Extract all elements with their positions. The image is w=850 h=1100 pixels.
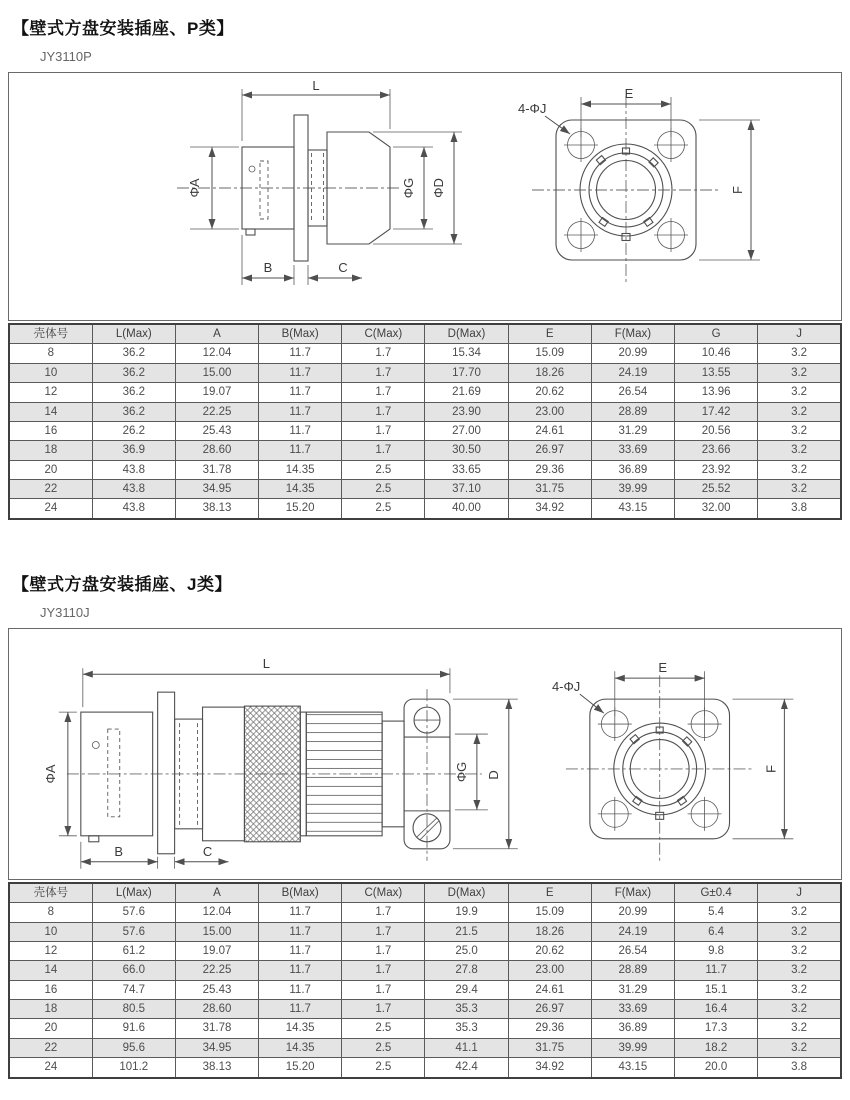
table-cell: 3.2 [758, 980, 841, 999]
table-cell: 28.60 [175, 1000, 258, 1019]
table-cell: 101.2 [92, 1058, 175, 1078]
table-cell: 37.10 [425, 480, 508, 499]
table-row [9, 344, 841, 363]
table-cell: 39.99 [591, 1038, 674, 1057]
table-cell: 23.92 [675, 460, 758, 479]
table-cell: 17.70 [425, 363, 508, 382]
side-view-drawing [11, 629, 530, 879]
column-header: A [175, 883, 258, 903]
table-cell: 20.62 [508, 383, 591, 402]
table-row [9, 961, 841, 980]
table-row [9, 922, 841, 941]
dimensions-table-p [8, 323, 842, 520]
table-cell: 11.7 [259, 441, 342, 460]
front-view-drawing [496, 73, 826, 320]
table-cell: 28.89 [591, 961, 674, 980]
column-header: B(Max) [259, 324, 342, 344]
table-cell: 2.5 [342, 480, 425, 499]
table-cell: 3.2 [758, 363, 841, 382]
table-cell: 31.29 [591, 980, 674, 999]
table-cell: 12.04 [175, 344, 258, 363]
table-cell: 31.75 [508, 1038, 591, 1057]
table-cell: 11.7 [259, 903, 342, 922]
table-row [9, 941, 841, 960]
table-cell: 23.00 [508, 961, 591, 980]
table-cell: 74.7 [92, 980, 175, 999]
column-header: J [758, 324, 841, 344]
column-header: L(Max) [92, 883, 175, 903]
table-cell: 95.6 [92, 1038, 175, 1057]
table-cell: 13.96 [675, 383, 758, 402]
table-cell: 31.78 [175, 460, 258, 479]
dim-label-phi-g: ΦG [453, 761, 469, 782]
table-cell: 43.15 [591, 499, 674, 519]
dim-label-phi-g: ΦG [400, 177, 416, 199]
table-cell: 24.19 [591, 922, 674, 941]
column-header: C(Max) [342, 324, 425, 344]
table-cell: 35.3 [425, 1000, 508, 1019]
table-cell: 1.7 [342, 421, 425, 440]
table-cell: 3.2 [758, 903, 841, 922]
table-cell: 14 [9, 961, 92, 980]
table-cell: 11.7 [259, 363, 342, 382]
table-cell: 1.7 [342, 383, 425, 402]
table-cell: 32.00 [675, 499, 758, 519]
table-cell: 31.78 [175, 1019, 258, 1038]
column-header: L(Max) [92, 324, 175, 344]
column-header: F(Max) [591, 324, 674, 344]
dim-label-f: F [763, 764, 779, 773]
drawing-panel [8, 628, 842, 880]
table-cell: 11.7 [259, 421, 342, 440]
dim-label-c: C [337, 260, 348, 275]
table-cell: 36.2 [92, 344, 175, 363]
table-cell: 27.8 [425, 961, 508, 980]
table-cell: 19.07 [175, 383, 258, 402]
table-cell: 26.97 [508, 1000, 591, 1019]
table-cell: 43.8 [92, 499, 175, 519]
dim-label-e: E [658, 659, 667, 675]
table-cell: 15.34 [425, 344, 508, 363]
table-cell: 1.7 [342, 1000, 425, 1019]
section-p-type [0, 0, 850, 520]
table-row [9, 1038, 841, 1057]
table-cell: 43.8 [92, 480, 175, 499]
table-cell: 2.5 [342, 1058, 425, 1078]
table-cell: 11.7 [259, 383, 342, 402]
table-cell: 1.7 [342, 980, 425, 999]
model-number: JY3110J [40, 604, 90, 620]
holes-callout: 4-ΦJ [551, 678, 581, 694]
table-cell: 41.1 [425, 1038, 508, 1057]
table-cell: 18.26 [508, 363, 591, 382]
table-cell: 14.35 [259, 480, 342, 499]
table-cell: 36.2 [92, 383, 175, 402]
table-cell: 3.2 [758, 460, 841, 479]
table-cell: 3.8 [758, 499, 841, 519]
table-cell: 18 [9, 1000, 92, 1019]
table-cell: 11.7 [259, 941, 342, 960]
table-cell: 3.2 [758, 1038, 841, 1057]
table-cell: 33.69 [591, 1000, 674, 1019]
table-row [9, 499, 841, 519]
dim-label-c: C [202, 843, 213, 859]
table-cell: 39.99 [591, 480, 674, 499]
table-cell: 17.42 [675, 402, 758, 421]
table-cell: 22 [9, 480, 92, 499]
table-cell: 15.1 [675, 980, 758, 999]
table-cell: 12.04 [175, 903, 258, 922]
table-cell: 22 [9, 1038, 92, 1057]
table-cell: 20.99 [591, 344, 674, 363]
dim-label-f: F [729, 186, 745, 194]
dim-label-phi-d: ΦD [430, 178, 446, 198]
table-cell: 34.92 [508, 499, 591, 519]
table-cell: 18 [9, 441, 92, 460]
table-cell: 36.89 [591, 1019, 674, 1038]
table-cell: 15.00 [175, 363, 258, 382]
drawing-panel [8, 72, 842, 321]
table-cell: 24 [9, 499, 92, 519]
table-cell: 31.29 [591, 421, 674, 440]
table-cell: 8 [9, 344, 92, 363]
table-cell: 24.19 [591, 363, 674, 382]
table-cell: 1.7 [342, 441, 425, 460]
table-cell: 34.95 [175, 1038, 258, 1057]
column-header: D(Max) [425, 324, 508, 344]
table-cell: 15.00 [175, 922, 258, 941]
table-cell: 36.9 [92, 441, 175, 460]
table-cell: 29.36 [508, 1019, 591, 1038]
table-cell: 1.7 [342, 402, 425, 421]
column-header: A [175, 324, 258, 344]
table-cell: 80.5 [92, 1000, 175, 1019]
column-header: D(Max) [425, 883, 508, 903]
table-row [9, 402, 841, 421]
table-row [9, 1019, 841, 1038]
dim-label-d: D [485, 770, 501, 780]
table-cell: 66.0 [92, 961, 175, 980]
table-row [9, 441, 841, 460]
column-header: J [758, 883, 841, 903]
table-cell: 3.2 [758, 1000, 841, 1019]
table-cell: 34.92 [508, 1058, 591, 1078]
table-cell: 26.54 [591, 383, 674, 402]
table-cell: 21.5 [425, 922, 508, 941]
table-cell: 11.7 [259, 402, 342, 421]
dim-label-l: L [262, 655, 270, 671]
table-cell: 36.2 [92, 402, 175, 421]
holes-callout: 4-ΦJ [517, 101, 546, 116]
table-cell: 36.2 [92, 363, 175, 382]
table-cell: 18.2 [675, 1038, 758, 1057]
table-cell: 91.6 [92, 1019, 175, 1038]
table-cell: 14 [9, 402, 92, 421]
table-cell: 12 [9, 941, 92, 960]
table-row [9, 460, 841, 479]
table-cell: 31.75 [508, 480, 591, 499]
table-cell: 3.2 [758, 421, 841, 440]
table-cell: 35.3 [425, 1019, 508, 1038]
table-cell: 19.07 [175, 941, 258, 960]
table-cell: 1.7 [342, 922, 425, 941]
table-row [9, 363, 841, 382]
header-row [9, 883, 841, 903]
table-cell: 28.60 [175, 441, 258, 460]
table-cell: 13.55 [675, 363, 758, 382]
table-row [9, 1058, 841, 1078]
column-header: C(Max) [342, 883, 425, 903]
table-cell: 3.2 [758, 941, 841, 960]
table-cell: 17.3 [675, 1019, 758, 1038]
table-cell: 11.7 [259, 980, 342, 999]
table-cell: 30.50 [425, 441, 508, 460]
table-cell: 8 [9, 903, 92, 922]
table-cell: 2.5 [342, 1019, 425, 1038]
table-cell: 23.66 [675, 441, 758, 460]
table-cell: 23.90 [425, 402, 508, 421]
table-cell: 10.46 [675, 344, 758, 363]
table-cell: 14.35 [259, 1038, 342, 1057]
table-cell: 14.35 [259, 1019, 342, 1038]
table-cell: 61.2 [92, 941, 175, 960]
table-row [9, 1000, 841, 1019]
table-cell: 15.09 [508, 903, 591, 922]
table-row [9, 903, 841, 922]
table-cell: 21.69 [425, 383, 508, 402]
table-cell: 20.56 [675, 421, 758, 440]
dim-label-e: E [624, 86, 633, 101]
table-cell: 16.4 [675, 1000, 758, 1019]
table-cell: 6.4 [675, 922, 758, 941]
table-cell: 26.54 [591, 941, 674, 960]
table-cell: 29.36 [508, 460, 591, 479]
table-cell: 23.00 [508, 402, 591, 421]
table-cell: 33.65 [425, 460, 508, 479]
table-cell: 3.2 [758, 1019, 841, 1038]
section-title: 【壁式方盘安装插座、J类】 [12, 574, 232, 594]
table-cell: 11.7 [675, 961, 758, 980]
table-row [9, 480, 841, 499]
column-header: G±0.4 [675, 883, 758, 903]
table-cell: 34.95 [175, 480, 258, 499]
column-header: F(Max) [591, 883, 674, 903]
table-cell: 11.7 [259, 961, 342, 980]
table-cell: 26.97 [508, 441, 591, 460]
table-cell: 25.52 [675, 480, 758, 499]
table-cell: 3.2 [758, 402, 841, 421]
table-cell: 24.61 [508, 980, 591, 999]
table-cell: 43.8 [92, 460, 175, 479]
table-cell: 38.13 [175, 1058, 258, 1078]
table-cell: 15.09 [508, 344, 591, 363]
column-header: G [675, 324, 758, 344]
table-cell: 40.00 [425, 499, 508, 519]
table-cell: 29.4 [425, 980, 508, 999]
table-cell: 25.0 [425, 941, 508, 960]
table-cell: 1.7 [342, 941, 425, 960]
table-cell: 1.7 [342, 903, 425, 922]
table-cell: 5.4 [675, 903, 758, 922]
table-cell: 19.9 [425, 903, 508, 922]
table-cell: 2.5 [342, 499, 425, 519]
table-cell: 36.89 [591, 460, 674, 479]
table-cell: 25.43 [175, 980, 258, 999]
column-header: E [508, 883, 591, 903]
table-cell: 20.0 [675, 1058, 758, 1078]
table-row [9, 980, 841, 999]
table-cell: 22.25 [175, 402, 258, 421]
table-cell: 15.20 [259, 1058, 342, 1078]
table-cell: 33.69 [591, 441, 674, 460]
column-header: E [508, 324, 591, 344]
table-cell: 2.5 [342, 1038, 425, 1057]
table-cell: 2.5 [342, 460, 425, 479]
dim-label-b: B [114, 843, 124, 859]
table-cell: 11.7 [259, 1000, 342, 1019]
table-cell: 16 [9, 421, 92, 440]
column-header: B(Max) [259, 883, 342, 903]
table-cell: 3.2 [758, 441, 841, 460]
table-cell: 20 [9, 1019, 92, 1038]
header-row [9, 324, 841, 344]
table-cell: 43.15 [591, 1058, 674, 1078]
section-title: 【壁式方盘安装插座、P类】 [12, 19, 234, 38]
table-cell: 20.62 [508, 941, 591, 960]
dimensions-table-j [8, 882, 842, 1079]
table-cell: 10 [9, 922, 92, 941]
table-cell: 26.2 [92, 421, 175, 440]
table-cell: 20 [9, 460, 92, 479]
table-cell: 1.7 [342, 344, 425, 363]
table-cell: 24.61 [508, 421, 591, 440]
column-header: 壳体号 [9, 324, 92, 344]
table-cell: 57.6 [92, 903, 175, 922]
table-cell: 28.89 [591, 402, 674, 421]
table-cell: 3.8 [758, 1058, 841, 1078]
table-cell: 38.13 [175, 499, 258, 519]
table-cell: 10 [9, 363, 92, 382]
dim-label-l: L [311, 78, 320, 93]
dim-label-phi-a: ΦA [186, 178, 202, 198]
table-cell: 24 [9, 1058, 92, 1078]
column-header: 壳体号 [9, 883, 92, 903]
table-cell: 22.25 [175, 961, 258, 980]
table-cell: 20.99 [591, 903, 674, 922]
table-cell: 11.7 [259, 922, 342, 941]
table-cell: 42.4 [425, 1058, 508, 1078]
table-cell: 15.20 [259, 499, 342, 519]
table-cell: 3.2 [758, 344, 841, 363]
front-view-drawing [530, 629, 839, 879]
side-view-drawing [25, 73, 465, 320]
dim-label-b: B [263, 260, 272, 275]
table-row [9, 383, 841, 402]
table-cell: 1.7 [342, 961, 425, 980]
table-cell: 1.7 [342, 363, 425, 382]
table-cell: 27.00 [425, 421, 508, 440]
dim-label-phi-a: ΦA [42, 764, 58, 784]
table-cell: 9.8 [675, 941, 758, 960]
table-cell: 25.43 [175, 421, 258, 440]
table-cell: 11.7 [259, 344, 342, 363]
table-cell: 12 [9, 383, 92, 402]
table-cell: 16 [9, 980, 92, 999]
table-cell: 3.2 [758, 922, 841, 941]
model-number: JY3110P [40, 49, 92, 64]
table-cell: 14.35 [259, 460, 342, 479]
table-cell: 3.2 [758, 961, 841, 980]
section-j-type [0, 556, 850, 1079]
table-cell: 18.26 [508, 922, 591, 941]
table-cell: 3.2 [758, 383, 841, 402]
table-cell: 57.6 [92, 922, 175, 941]
table-cell: 3.2 [758, 480, 841, 499]
table-row [9, 421, 841, 440]
